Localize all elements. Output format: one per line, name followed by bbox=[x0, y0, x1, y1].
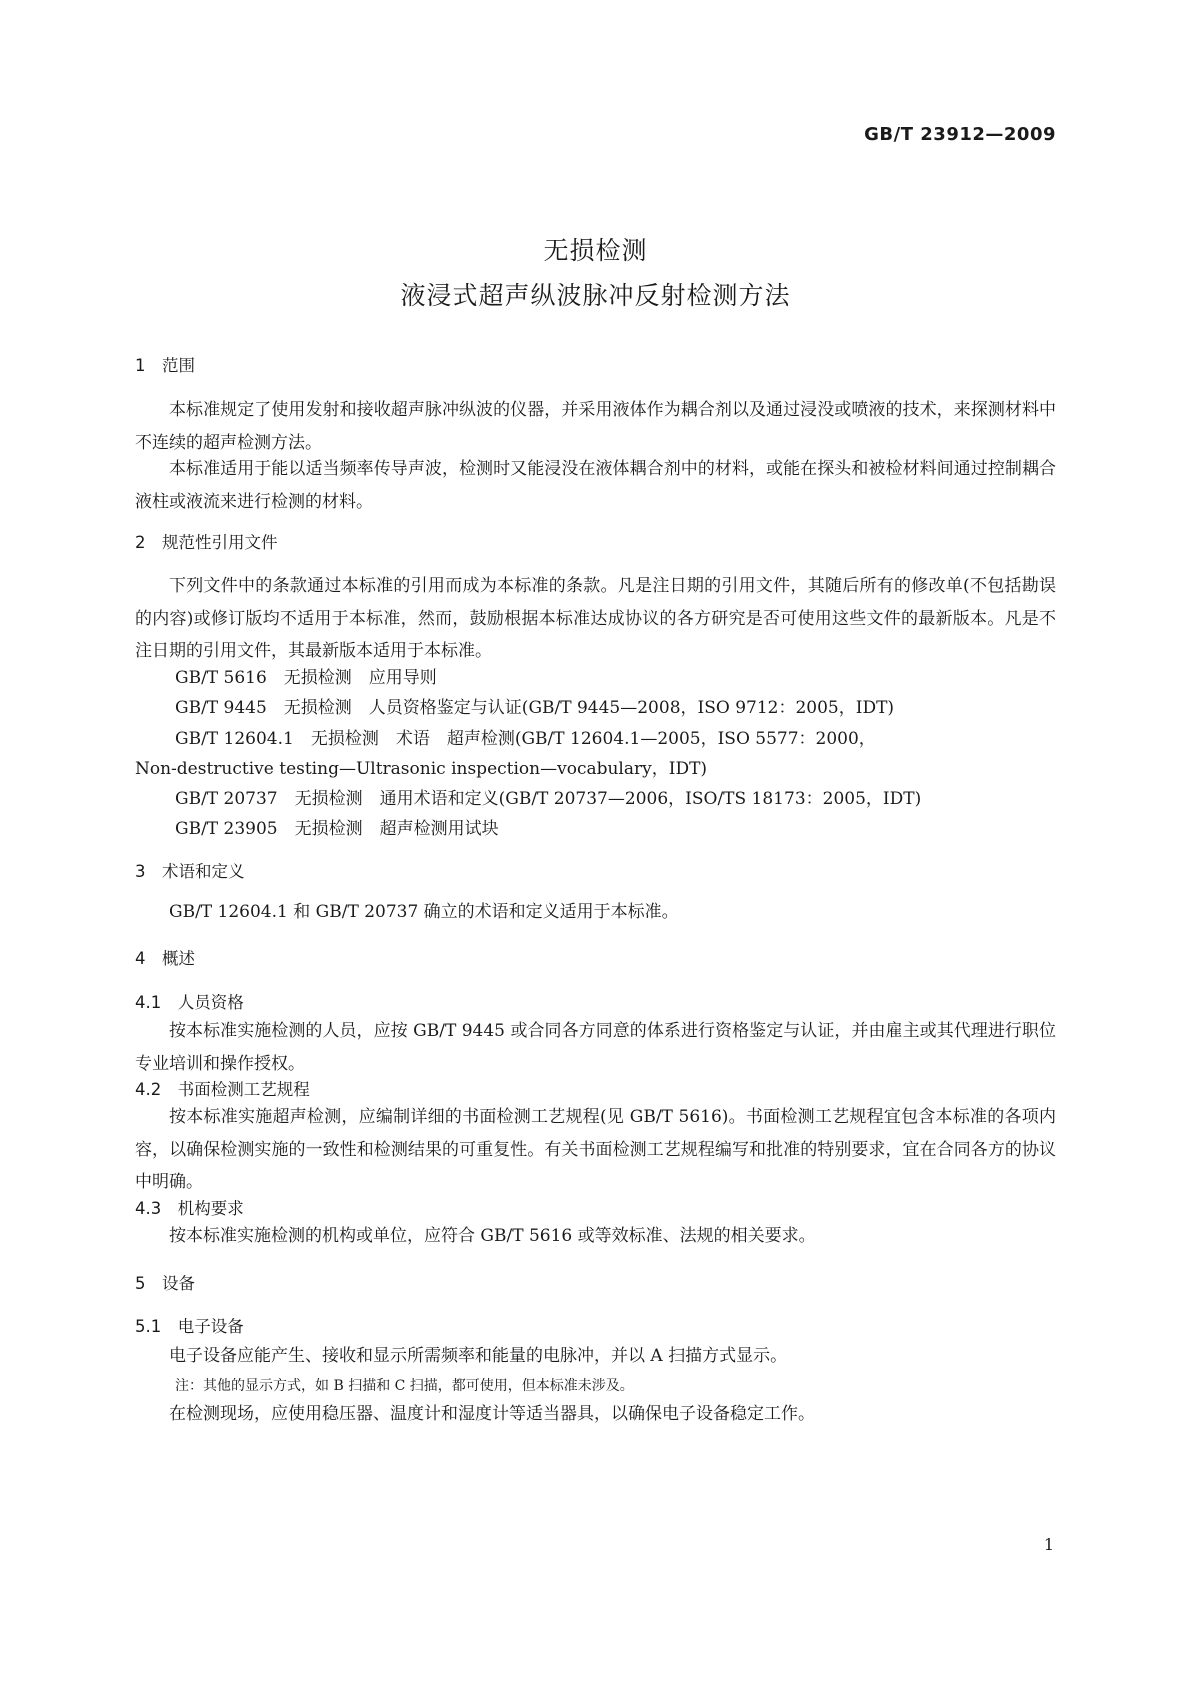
section-5-1-note: 注：其他的显示方式，如 B 扫描和 C 扫描，都可使用，但本标准未涉及。 bbox=[175, 1378, 634, 1394]
section-5-1-paragraph-2: 在检测现场，应使用稳压器、温度计和湿度计等适当器具，以确保电子设备稳定工作。 bbox=[169, 1404, 815, 1424]
standard-number: GB/T 23912—2009 bbox=[864, 124, 1056, 145]
reference-gbt-23905: GB/T 23905 无损检测 超声检测用试块 bbox=[175, 819, 499, 839]
page-number: 1 bbox=[1043, 1535, 1054, 1554]
section-5-1-paragraph-1: 电子设备应能产生、接收和显示所需频率和能量的电脉冲，并以 A 扫描方式显示。 bbox=[169, 1346, 788, 1366]
reference-gbt-12604-1: GB/T 12604.1 无损检测 术语 超声检测(GB/T 12604.1—2005，ISO 5577：2000， bbox=[175, 729, 876, 749]
doc-title-line-1: 无损检测 bbox=[543, 236, 648, 265]
reference-gbt-20737: GB/T 20737 无损检测 通用术语和定义(GB/T 20737—2006，ISO/TS 18173：2005，IDT) bbox=[175, 789, 922, 809]
section-4-3-heading: 4.3 机构要求 bbox=[135, 1199, 244, 1218]
section-2-paragraph-1: 下列文件中的条款通过本标准的引用而成为本标准的条款。凡是注日期的引用文件，其随后所有的修改单(不包括勘误的内容)或修订版均不适用于本标准，然而，鼓励根据本标准达成协议的各方研究是否可使用这些文件的最新版本。凡是不注日期的引用文件，其最新版本适用于本标准。 bbox=[135, 576, 1056, 661]
reference-gbt-12604-1-continued: Non-destructive testing—Ultrasonic inspection—vocabulary，IDT) bbox=[135, 759, 708, 779]
section-4-1-heading: 4.1 人员资格 bbox=[135, 993, 244, 1012]
doc-title-line-2: 液浸式超声纵波脉冲反射检测方法 bbox=[400, 281, 791, 310]
section-4-2-heading: 4.2 书面检测工艺规程 bbox=[135, 1080, 310, 1099]
section-1-paragraph-2: 本标准适用于能以适当频率传导声波，检测时又能浸没在液体耦合剂中的材料，或能在探头和被检材料间通过控制耦合液柱或液流来进行检测的材料。 bbox=[135, 459, 1056, 512]
section-4-heading: 4 概述 bbox=[135, 949, 195, 968]
section-2-heading: 2 规范性引用文件 bbox=[135, 533, 278, 552]
section-4-1-paragraph: 按本标准实施检测的人员，应按 GB/T 9445 或合同各方同意的体系进行资格鉴定与认证，并由雇主或其代理进行职位专业培训和操作授权。 bbox=[135, 1021, 1056, 1074]
section-1-paragraph-1: 本标准规定了使用发射和接收超声脉冲纵波的仪器，并采用液体作为耦合剂以及通过浸没或喷液的技术，来探测材料中不连续的超声检测方法。 bbox=[135, 400, 1056, 453]
section-3-paragraph-1: GB/T 12604.1 和 GB/T 20737 确立的术语和定义适用于本标准。 bbox=[169, 902, 679, 922]
section-4-3-paragraph: 按本标准实施检测的机构或单位，应符合 GB/T 5616 或等效标准、法规的相关要求。 bbox=[169, 1226, 816, 1246]
section-5-1-heading: 5.1 电子设备 bbox=[135, 1317, 244, 1336]
section-4-2-paragraph: 按本标准实施超声检测，应编制详细的书面检测工艺规程(见 GB/T 5616)。书面检测工艺规程宜包含本标准的各项内容，以确保检测实施的一致性和检测结果的可重复性。有关书面检测工艺规程编写和批准的特别要求，宜在合同各方的协议中明确。 bbox=[135, 1107, 1056, 1192]
section-3-heading: 3 术语和定义 bbox=[135, 862, 245, 881]
reference-gbt-5616: GB/T 5616 无损检测 应用导则 bbox=[175, 668, 437, 688]
reference-gbt-9445: GB/T 9445 无损检测 人员资格鉴定与认证(GB/T 9445—2008，ISO 9712：2005，IDT) bbox=[175, 698, 895, 718]
section-1-heading: 1 范围 bbox=[135, 356, 195, 375]
section-5-heading: 5 设备 bbox=[135, 1274, 195, 1293]
